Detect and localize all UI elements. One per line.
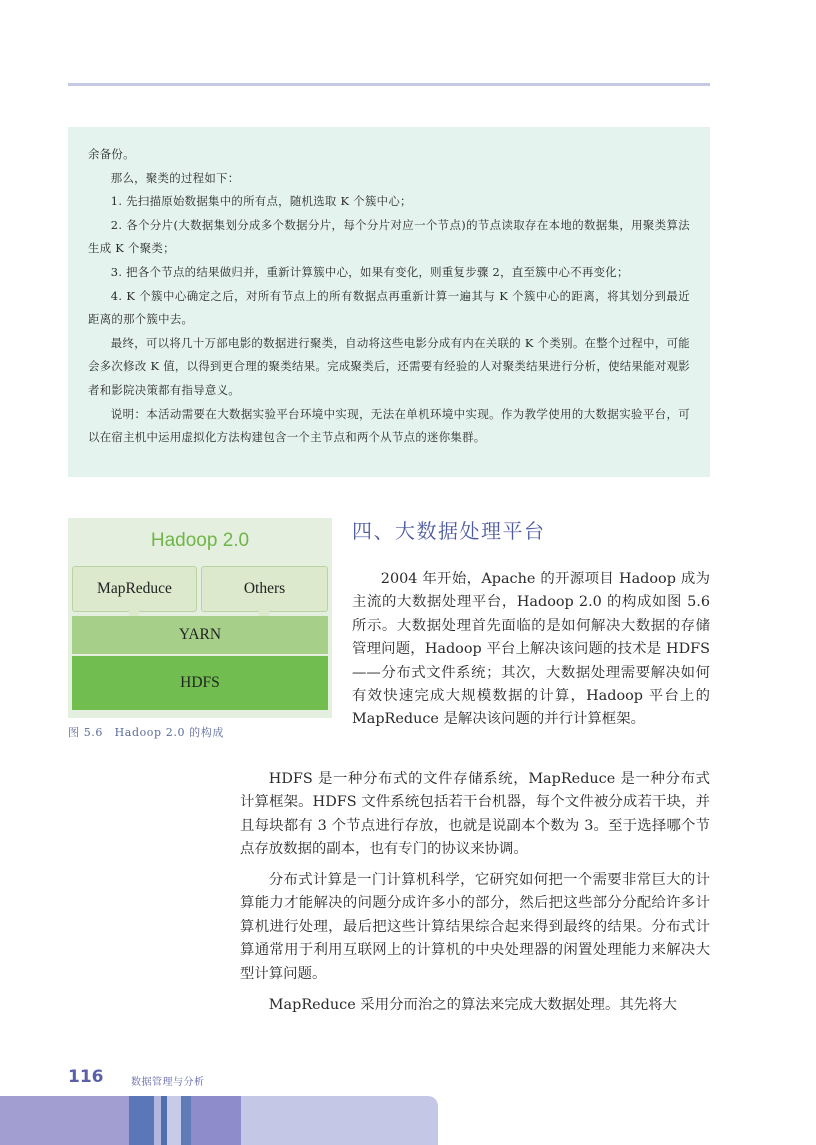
others-box: Others [201, 566, 328, 612]
activity-box [68, 127, 710, 477]
activity-note: 说明：本活动需要在大数据实验平台环境中实现，无法在单机环境中实现。作为教学使用的大数据实验平台，可以在宿主机中运用虚拟化方法构建包含一个主节点和两个从节点的迷你集群。 [88, 406, 690, 445]
body-paragraph: 分布式计算是一门计算机科学，它研究如何把一个需要非常巨大的计算能力才能解决的问题分成许多小的部分，然后把这些部分分配给许多计算机进行处理，最后把这些计算结果综合起来得到最终的结果。分布式计算通常用于利用互联网上的计算机的中央处理器的闲置处理能力来解决大型计算问题。 [240, 872, 710, 982]
band-segment [191, 1096, 241, 1145]
activity-paragraph: 最终，可以将几十万部电影的数据进行聚类，自动将这些电影分成有内在关联的 K 个类别。在整个过程中，可能会多次修改 K 值，以得到更合理的聚类结果。完成聚类后，还需要有经验的人对聚类结果进行分析，使结果能对观影者和影院决策都有指导意义。 [88, 335, 690, 397]
mapreduce-box: MapReduce [72, 566, 197, 612]
activity-paragraph: 那么，聚类的过程如下： [110, 170, 240, 185]
hdfs-layer: HDFS [72, 656, 328, 710]
hadoop-figure [68, 518, 332, 718]
yarn-layer: YARN [72, 616, 328, 654]
book-title: 数据管理与分析 [131, 1077, 205, 1088]
body-paragraph: HDFS 是一种分布式的文件存储系统，MapReduce 是一种分布式计算框架。HDFS 文件系统包括若干台机器，每个文件被分成若干块，并且每块都有 3 个节点进行存放，也就是说副本个数为 3。至于选择哪个节点存放数据的副本，也有专门的协议来协调。 [240, 771, 710, 858]
page-number: 116 [68, 1067, 104, 1087]
activity-paragraph: 余备份。 [88, 147, 135, 161]
section-heading: 四、大数据处理平台 [352, 519, 546, 543]
body-paragraph: 2004 年开始，Apache 的开源项目 Hadoop 成为主流的大数据处理平台，Hadoop 2.0 的构成如图 5.6 所示。大数据处理首先面临的是如何解决大数据的存储管理问题，Hadoop 平台上解决该问题的技术是 HDFS——分布式文件系统；其次，大数据处理需要解决如何有效快速完成大规模数据的计算，Hadoop 平台上的 MapReduce 是解决该问题的并行计算框架。 [352, 571, 710, 728]
activity-step-4: 4. K 个簇中心确定之后，对所有节点上的所有数据点再重新计算一遍其与 K 个簇中心的距离，将其划分到最近距离的那个簇中去。 [88, 288, 690, 327]
figure-title: Hadoop 2.0 [150, 530, 250, 551]
band-segment [129, 1096, 154, 1145]
band-segment [167, 1096, 181, 1145]
activity-step-2: 2. 各个分片(大数据集划分成多个数据分片，每个分片对应一个节点)的节点读取存在本地的数据集，用聚类算法生成 K 个聚类； [88, 217, 690, 256]
top-divider [68, 83, 710, 86]
band-segment [241, 1096, 438, 1145]
band-segment [0, 1096, 129, 1145]
activity-step-1: 1. 先扫描原始数据集中的所有点，随机选取 K 个簇中心； [110, 194, 412, 209]
body-paragraph: MapReduce 采用分而治之的算法来完成大数据处理。其先将大 [268, 997, 677, 1013]
figure-caption: 图 5.6 Hadoop 2.0 的构成 [68, 726, 224, 739]
band-segment [181, 1096, 191, 1145]
band-segment [154, 1096, 161, 1145]
activity-step-3: 3. 把各个节点的结果做归并，重新计算簇中心，如果有变化，则重复步骤 2，直至簇中心不再变化； [110, 264, 629, 279]
